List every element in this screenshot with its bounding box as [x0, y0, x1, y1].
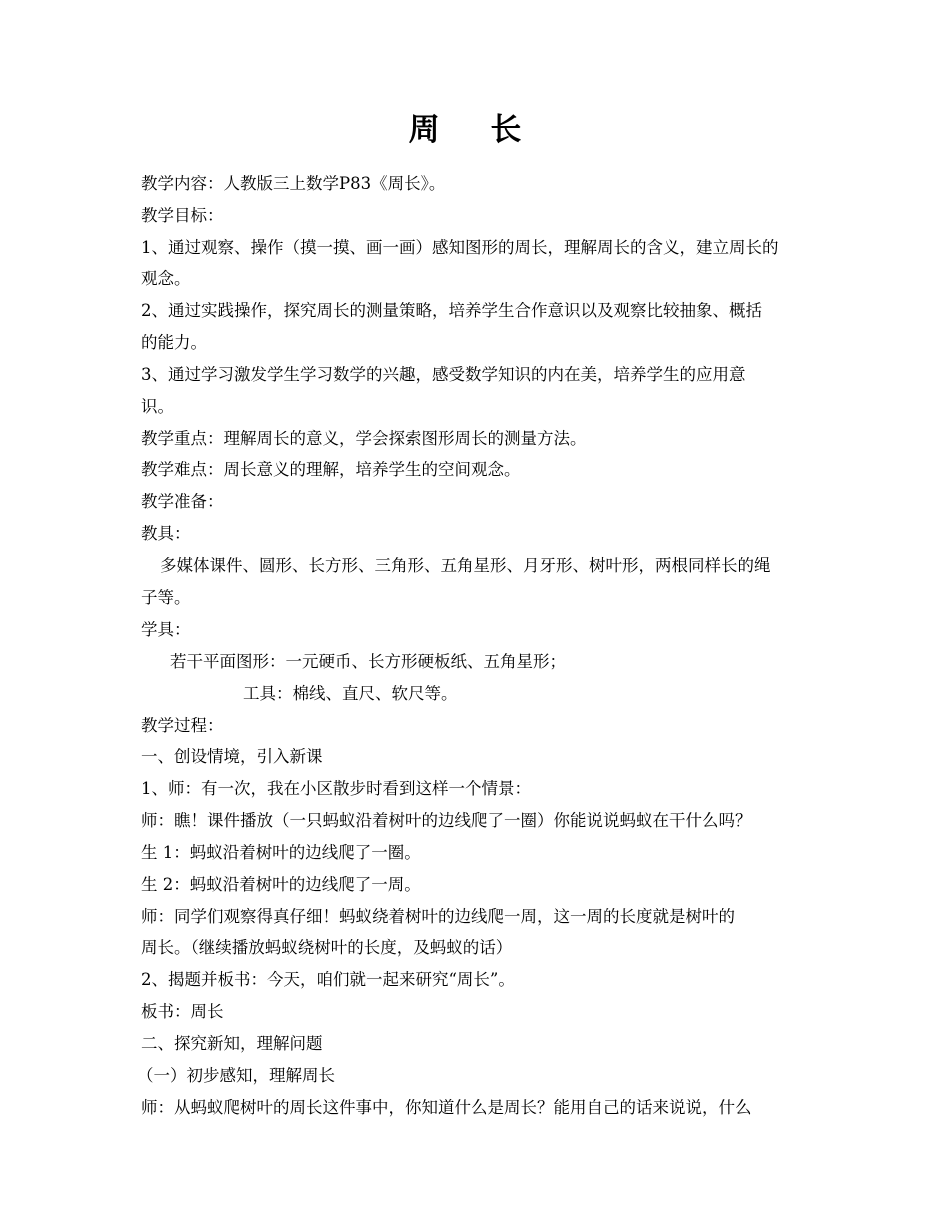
text-line: 教学难点：周长意义的理解，培养学生的空间观念。 [141, 460, 521, 479]
text-line: 学具： [141, 620, 191, 639]
text-line: 工具：棉线、直尺、软尺等。 [243, 684, 458, 703]
document-title: 周 长 [408, 112, 542, 148]
text-line: 二、探究新知，理解问题 [141, 1034, 323, 1053]
text-line: 一、创设情境，引入新课 [141, 747, 323, 766]
text-line: 教具： [141, 524, 191, 543]
text-line: 教学重点：理解周长的意义，学会探索图形周长的测量方法。 [141, 429, 587, 448]
text-line: 师：瞧！课件播放（一只蚂蚁沿着树叶的边线爬了一圈）你能说说蚂蚁在干什么吗？ [141, 811, 752, 830]
text-line: 教学内容：人教版三上数学P83《周长》。 [141, 174, 446, 193]
text-line: 2、通过实践操作，探究周长的测量策略，培养学生合作意识以及观察比较抽象、概括 [141, 301, 762, 320]
text-line: 师：同学们观察得真仔细！蚂蚁绕着树叶的边线爬一周，这一周的长度就是树叶的 [141, 907, 735, 926]
text-line: （一）初步感知，理解周长 [137, 1066, 335, 1085]
text-line: 生 2：蚂蚁沿着树叶的边线爬了一周。 [141, 875, 421, 894]
text-line: 教学准备： [141, 492, 224, 511]
text-line: 2、揭题并板书：今天，咱们就一起来研究“周长”。 [141, 970, 515, 989]
text-line: 教学过程： [141, 716, 224, 735]
text-line: 1、师：有一次，我在小区散步时看到这样一个情景： [141, 779, 531, 798]
text-line: 生 1：蚂蚁沿着树叶的边线爬了一圈。 [141, 843, 421, 862]
text-line: 教学目标： [141, 206, 224, 225]
text-line: 若干平面图形：一元硬币、长方形硬板纸、五角星形； [170, 652, 566, 671]
text-line: 师：从蚂蚁爬树叶的周长这件事中，你知道什么是周长？能用自己的话来说说，什么 [141, 1098, 752, 1117]
text-line: 观念。 [141, 269, 191, 288]
text-line: 识。 [141, 397, 174, 416]
text-line: 多媒体课件、圆形、长方形、三角形、五角星形、月牙形、树叶形，两根同样长的绳 [160, 556, 771, 575]
text-line: 周长。（继续播放蚂蚁绕树叶的长度，及蚂蚁的话） [141, 938, 513, 957]
text-line: 1、通过观察、操作（摸一摸、画一画）感知图形的周长，理解周长的含义，建立周长的 [141, 238, 779, 257]
text-line: 的能力。 [141, 333, 207, 352]
text-line: 板书：周长 [141, 1002, 224, 1021]
text-line: 3、通过学习激发学生学习数学的兴趣，感受数学知识的内在美，培养学生的应用意 [141, 365, 746, 384]
text-line: 子等。 [141, 588, 191, 607]
